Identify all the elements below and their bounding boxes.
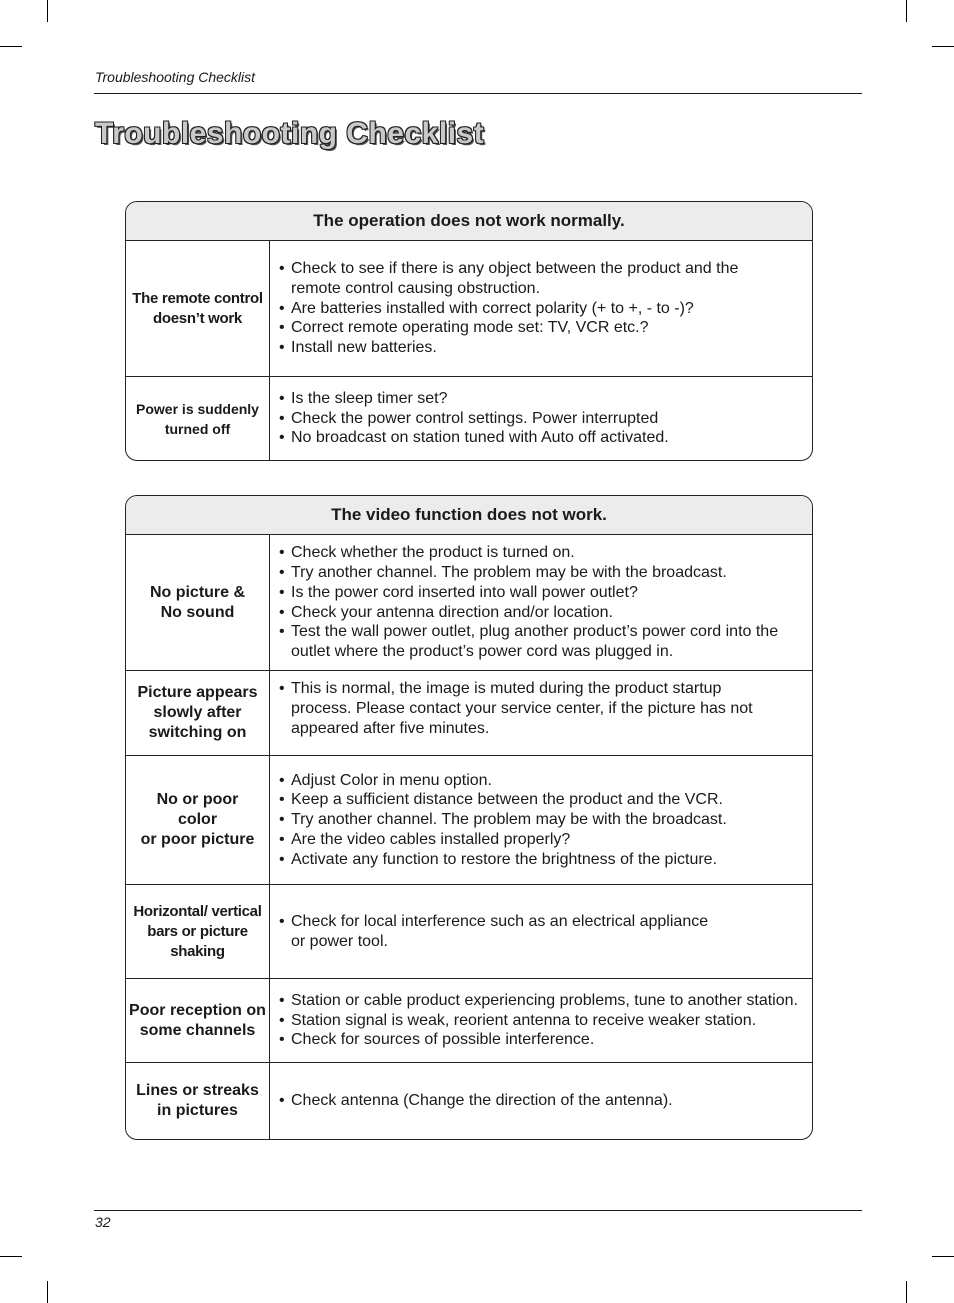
table-row <box>126 979 812 1063</box>
crop-mark <box>47 1281 48 1303</box>
table-row <box>126 241 812 377</box>
table-row <box>126 671 812 756</box>
symptom-cell: Picture appears slowly after switching on <box>126 671 270 755</box>
symptom-cell: Lines or streaks in pictures <box>126 1063 270 1139</box>
table-row <box>126 377 812 460</box>
check-item: • Is the power cord inserted into wall power outlet? <box>279 583 806 603</box>
check-item: • Check whether the product is turned on. <box>279 543 806 563</box>
page-title: Troubleshooting Checklist <box>95 117 485 150</box>
symptom-cell: No picture & No sound <box>126 535 270 670</box>
crop-mark <box>0 46 22 47</box>
page-number: 32 <box>95 1214 111 1230</box>
operation-checklist-table <box>125 201 813 461</box>
checks-cell <box>270 756 812 884</box>
check-item: • Check to see if there is any object between the product and the remote control causing obstruction. <box>279 259 806 299</box>
header-rule <box>94 93 862 94</box>
check-item: • Check the power control settings. Power interrupted <box>279 409 806 429</box>
table-row <box>126 535 812 671</box>
check-item: • Correct remote operating mode set: TV, VCR etc.? <box>279 318 806 338</box>
check-item: • Test the wall power outlet, plug another product’s power cord into the outlet where the product’s power cord was plugged in. <box>279 622 806 662</box>
check-item: • Check for local interference such as an electrical appliance or power tool. <box>279 912 806 952</box>
crop-mark <box>47 0 48 22</box>
check-item: • Is the sleep timer set? <box>279 389 806 409</box>
symptom-cell: Power is suddenly turned off <box>126 377 270 460</box>
crop-mark <box>932 46 954 47</box>
table-heading: The operation does not work normally. <box>126 202 812 241</box>
table-heading: The video function does not work. <box>126 496 812 535</box>
checks-cell <box>270 535 812 670</box>
crop-mark <box>0 1256 22 1257</box>
checks-cell <box>270 979 812 1062</box>
symptom-cell: Horizontal/ vertical bars or picture shaking <box>126 885 270 978</box>
table-row <box>126 756 812 885</box>
check-item: • Station signal is weak, reorient antenna to receive weaker station. <box>279 1011 806 1031</box>
check-item: • Keep a sufficient distance between the product and the VCR. <box>279 790 806 810</box>
table-row <box>126 885 812 979</box>
checks-cell <box>270 377 812 460</box>
crop-mark <box>932 1256 954 1257</box>
video-checklist-table <box>125 495 813 1140</box>
table-row <box>126 1063 812 1139</box>
crop-mark <box>906 0 907 22</box>
check-item: • Try another channel. The problem may be with the broadcast. <box>279 563 806 583</box>
check-item: • Activate any function to restore the brightness of the picture. <box>279 850 806 870</box>
checks-cell <box>270 1063 812 1139</box>
check-item: • Try another channel. The problem may be with the broadcast. <box>279 810 806 830</box>
checks-cell <box>270 671 812 755</box>
check-item: • Are the video cables installed properly? <box>279 830 806 850</box>
checks-cell <box>270 885 812 978</box>
check-item: • Are batteries installed with correct polarity (+ to +, - to -)? <box>279 299 806 319</box>
check-item: • Check your antenna direction and/or location. <box>279 603 806 623</box>
check-item: • This is normal, the image is muted during the product startup process. Please contact your service center, if the picture has not appeared after five minutes. <box>279 679 806 738</box>
check-item: • No broadcast on station tuned with Auto off activated. <box>279 428 806 448</box>
symptom-cell: The remote control doesn’t work <box>126 241 270 376</box>
check-item: • Install new batteries. <box>279 338 806 358</box>
check-item: • Adjust Color in menu option. <box>279 771 806 791</box>
symptom-cell: Poor reception on some channels <box>126 979 270 1062</box>
check-item: • Station or cable product experiencing problems, tune to another station. <box>279 991 806 1011</box>
footer-rule <box>94 1210 862 1211</box>
checks-cell <box>270 241 812 376</box>
check-item: • Check antenna (Change the direction of the antenna). <box>279 1091 806 1111</box>
check-item: • Check for sources of possible interference. <box>279 1030 806 1050</box>
symptom-cell: No or poor color or poor picture <box>126 756 270 884</box>
running-header: Troubleshooting Checklist <box>95 69 256 85</box>
crop-mark <box>906 1281 907 1303</box>
